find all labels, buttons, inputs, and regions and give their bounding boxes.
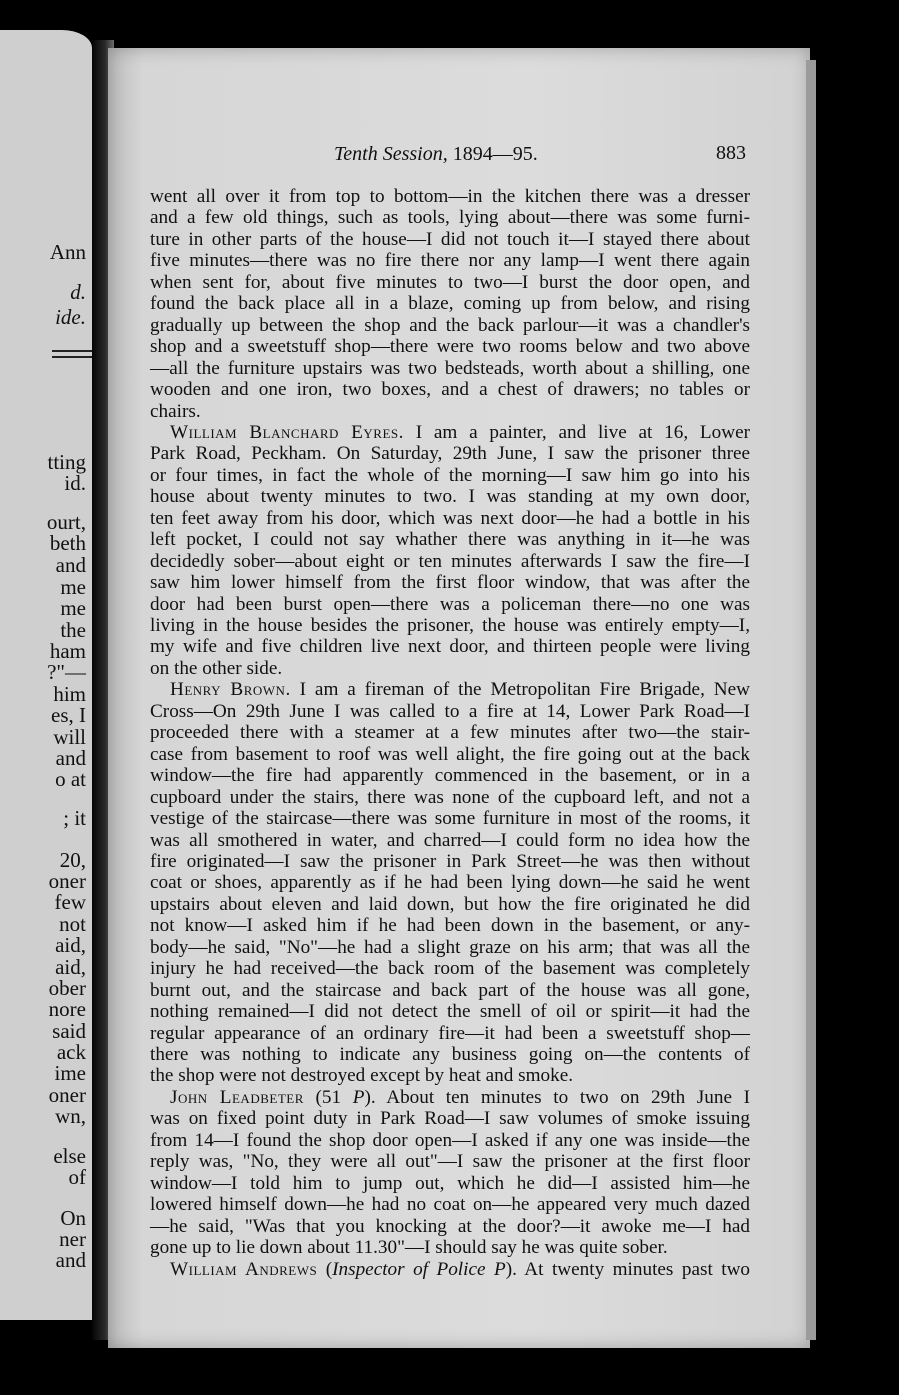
left-page-text-fragment: aid, [55,955,86,979]
text-line [150,272,750,293]
left-page-text-fragment: ner [59,1227,86,1251]
text-segment: on the other side. [150,657,283,679]
left-page-text-fragment: oner [48,869,86,893]
text-segment: my wife and five children live next door, and thirteen people were living [150,636,750,658]
text-line [150,808,750,829]
text-line [150,1065,750,1086]
text-line [150,1151,750,1172]
left-page-text-fragment: ack [56,1040,86,1064]
left-page-text-fragment: ide. [55,305,86,329]
text-line [150,915,750,936]
text-segment: gradually up between the shop and the back parlour—it was a chandler's [150,314,750,336]
text-segment: door had been burst open—there was a policeman there—no one was [150,593,750,615]
left-page-text-fragment: not [59,912,86,936]
text-segment: lowered himself down—he had no coat on—he appeared very much dazed [150,1194,750,1216]
text-line [150,1194,750,1215]
text-segment: saw him lower himself from the first floor window, that was after the [150,572,750,594]
text-segment: I am a fireman of the Metropolitan Fire Brigade, New [290,679,750,701]
text-segment: injury he had received—the back room of the basement was completely [150,958,750,980]
text-segment: fire originated—I saw the prisoner in Park Street—he was then without [150,850,750,872]
text-line [150,1108,750,1129]
left-page-text-fragment: me [60,575,86,599]
text-segment: the shop were not destroyed except by heat and smoke. [150,1065,574,1087]
text-line [150,379,750,400]
text-line [150,529,750,550]
text-segment: shop and a sweetstuff shop—there were two rooms below and two above [150,336,750,358]
text-line [150,1173,750,1194]
text-line [150,765,750,786]
text-segment: vestige of the staircase—there was some furniture in most of the rooms, it [150,808,750,830]
text-line [150,744,750,765]
text-line [150,465,750,486]
text-segment: ture in other parts of the house—I did not touch it—I stayed there about [150,228,750,250]
text-segment: cupboard under the stairs, there was none of the cupboard left, and not a [150,786,750,808]
running-head-title: Tenth Session, [334,143,448,165]
running-head-year: 1894—95. [447,143,538,165]
text-line [150,615,750,636]
text-line [150,894,750,915]
left-page-text-fragment: said [52,1019,86,1043]
text-line [150,722,750,743]
text-segment: found the back place all in a blaze, coming up from below, and rising [150,293,750,315]
text-line [150,207,750,228]
text-line [150,358,750,379]
text-line [150,486,750,507]
witness-name: William Blanchard Eyres. [170,421,404,443]
left-page-text-fragment: wn, [55,1104,86,1128]
text-segment: case from basement to roof was well alight, the fire going out at the back [150,743,750,765]
text-line [150,1216,750,1237]
text-segment: I am a painter, and live at 16, Lower [403,421,750,443]
left-page-text-fragment: id. [64,471,86,495]
text-line [150,250,750,271]
left-page-text-fragment: ime [54,1061,86,1085]
text-line [150,701,750,722]
text-segment: left pocket, I could not say whather there was anything in it—he was [150,529,750,551]
text-line [170,1087,750,1108]
text-segment: upstairs about eleven and laid down, but how the fire originated he did [150,893,750,915]
left-page-text-fragment: 20, [59,848,86,872]
text-segment: chairs. [150,400,201,422]
left-page-text-fragment: ; it [63,806,86,830]
left-page-text-fragment: and [55,746,86,770]
text-segment: or four times, in fact the whole of the morning—I saw him go into his [150,464,750,486]
text-line [150,293,750,314]
text-line [150,872,750,893]
text-segment: Park Road, Peckham. On Saturday, 29th June, I saw the prisoner three [150,443,750,465]
text-line [150,401,750,422]
left-page-text-fragment: few [54,890,86,914]
witness-name: John Leadbeter [170,1086,304,1108]
text-segment: there was nothing to indicate any business going on—the contents of [150,1044,750,1065]
left-page-text-fragment: oner [48,1083,86,1107]
left-page-text-fragment: ourt, [46,510,86,534]
page-edge [806,60,816,1340]
text-segment: Cross—On 29th June I was called to a fire at 14, Lower Park Road—I [150,700,750,722]
left-page-rule [52,350,92,352]
text-line [150,1023,750,1044]
text-line [150,636,750,657]
left-page-text-fragment: On [60,1206,86,1230]
text-line [150,229,750,250]
left-page-text-fragment: ?"— [47,660,86,684]
witness-name: William Andrews [170,1258,318,1280]
text-segment: proceeded there with a steamer at a few minutes after two—the stair- [150,722,750,744]
text-segment: living in the house besides the prisoner, the house was entirely empty—I, [150,615,750,636]
left-page-fragment [0,30,92,1320]
text-segment: not know—I asked him if he had been down in the basement, or any- [150,915,750,937]
left-page-text-fragment: es, I [51,703,86,727]
text-line [150,315,750,336]
left-page-text-fragment: will [53,725,86,749]
text-segment: P [352,1086,365,1108]
text-segment: and a few old things, such as tools, lying about—there was some furni- [150,207,750,229]
text-segment: ). At twenty minutes past two [505,1258,751,1280]
text-line [170,422,750,443]
text-line [150,830,750,851]
text-segment: regular appearance of an ordinary fire—it had been a sweetstuff shop— [150,1022,750,1044]
text-segment: —he said, "Was that you knocking at the door?—it awoke me—I had [150,1215,750,1237]
text-segment: was all smothered in water, and charred—I could form no idea how the [150,829,750,851]
text-segment: nothing remained—I did not detect the smell of oil or spirit—it had the [150,1001,750,1023]
text-segment: Inspector of Police P [332,1258,506,1280]
text-segment: window—the fire had apparently commenced in the basement, or in a [150,765,750,787]
left-page-text-fragment: nore [48,997,86,1021]
left-page-text-fragment: and [55,1248,86,1272]
text-line [150,787,750,808]
left-page-rule [52,356,92,358]
running-head [334,143,538,166]
text-line [170,679,750,700]
left-page-text-fragment: of [68,1165,86,1189]
text-line [150,1044,750,1065]
left-page-text-fragment: beth [49,531,86,555]
witness-name: Henry Brown. [170,679,291,701]
text-line [150,1130,750,1151]
text-segment: ( [317,1258,333,1280]
text-segment: reply was, "No, they were all out"—I saw the prisoner at the first floor [150,1151,750,1173]
text-line [150,851,750,872]
text-segment: gone up to lie down about 11.30"—I should say he was quite sober. [150,1237,668,1259]
text-line [150,1001,750,1022]
text-line [150,572,750,593]
text-segment: wooden and one iron, two boxes, and a chest of drawers; no tables or [150,379,750,401]
left-page-text-fragment: Ann [49,240,86,264]
text-segment: (51 [303,1086,353,1108]
left-page-text-fragment: him [53,682,86,706]
text-line [150,658,750,679]
left-page-text-fragment: tting [47,450,86,474]
text-line [150,443,750,464]
left-page-text-fragment: o at [55,767,86,791]
text-segment: ). About ten minutes to two on 29th June I [364,1086,750,1108]
text-segment: went all over it from top to bottom—in the kitchen there was a dresser [150,186,750,207]
left-page-text-fragment: aid, [55,933,86,957]
left-page-text-fragment: ober [48,976,86,1000]
left-page-text-fragment: ham [49,639,86,663]
text-segment: burnt out, and the staircase and back part of the house was all gone, [150,979,750,1001]
text-segment: window—I told him to jump out, which he did—I assisted him—he [150,1172,750,1194]
text-line [150,551,750,572]
text-line [150,1237,750,1258]
text-segment: —all the furniture upstairs was two bedsteads, worth about a shilling, one [150,357,750,379]
left-page-text-fragment: the [60,618,86,642]
text-segment: coat or shoes, apparently as if he had been lying down—he said he went [150,872,750,894]
text-segment: decidedly sober—about eight or ten minutes afterwards I saw the fire—I [150,550,750,572]
text-segment: body—he said, "No"—he had a slight graze on his arm; that was all the [150,936,750,958]
text-line [150,958,750,979]
left-page-text-fragment: else [53,1144,86,1168]
text-line [170,1259,750,1280]
left-page-text-fragment: me [60,596,86,620]
text-line [150,336,750,357]
text-segment: when sent for, about five minutes to two—I burst the door open, and [150,271,750,293]
text-line [150,508,750,529]
text-line [150,937,750,958]
text-line [150,594,750,615]
text-segment: five minutes—there was no fire there nor any lamp—I went there again [150,250,750,272]
left-page-text-fragment: d. [70,280,86,304]
text-segment: was on fixed point duty in Park Road—I saw volumes of smoke issuing [150,1108,750,1130]
text-segment: ten feet away from his door, which was next door—he had a bottle in his [150,507,750,529]
left-page-text-fragment: and [55,553,86,577]
text-segment: house about twenty minutes to two. I was standing at my own door, [150,486,750,508]
text-segment: from 14—I found the shop door open—I asked if any one was inside—the [150,1129,750,1151]
text-line [150,980,750,1001]
text-line [150,186,750,207]
page-number: 883 [716,142,746,164]
